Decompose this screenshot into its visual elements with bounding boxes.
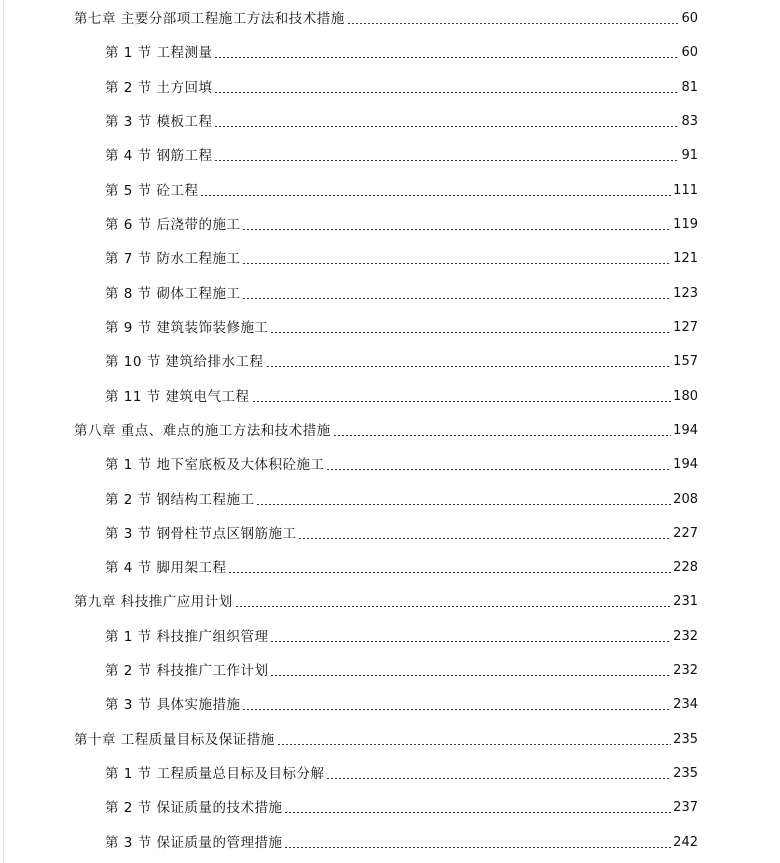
toc-leader bbox=[214, 57, 679, 58]
toc-title: 第 9 节 建筑装饰装修施工 bbox=[105, 320, 269, 336]
toc-title: 第 4 节 脚用架工程 bbox=[105, 560, 227, 576]
toc-page-number: 232 bbox=[673, 663, 698, 678]
toc-chapter-10[interactable] bbox=[74, 727, 698, 749]
toc-leader bbox=[242, 298, 671, 299]
toc-page-number: 81 bbox=[681, 80, 698, 95]
toc-page-number: 227 bbox=[673, 526, 698, 541]
toc-title: 第 1 节 工程测量 bbox=[105, 45, 213, 61]
toc-title: 第九章 科技推广应用计划 bbox=[74, 594, 233, 610]
toc-leader bbox=[298, 538, 671, 539]
toc-section[interactable] bbox=[105, 624, 698, 646]
toc-leader bbox=[277, 744, 671, 745]
toc-chapter-8[interactable] bbox=[74, 418, 698, 440]
toc-leader bbox=[200, 195, 671, 196]
toc-page-number: 237 bbox=[673, 800, 698, 815]
toc-leader bbox=[242, 229, 671, 230]
toc-section[interactable] bbox=[105, 384, 698, 406]
toc-leader bbox=[270, 641, 671, 642]
toc-section[interactable] bbox=[105, 246, 698, 268]
toc-page-number: 235 bbox=[673, 732, 698, 747]
toc-section[interactable] bbox=[105, 40, 698, 62]
toc-title: 第 10 节 建筑给排水工程 bbox=[105, 354, 264, 370]
toc-page-number: 208 bbox=[673, 492, 698, 507]
toc-title: 第 2 节 钢结构工程施工 bbox=[105, 492, 255, 508]
toc-title: 第 7 节 防水工程施工 bbox=[105, 251, 241, 267]
toc-leader bbox=[235, 606, 671, 607]
toc-page-number: 235 bbox=[673, 766, 698, 781]
toc-page-number: 83 bbox=[681, 114, 698, 129]
toc-title: 第 2 节 土方回填 bbox=[105, 80, 213, 96]
toc-title: 第 8 节 砌体工程施工 bbox=[105, 286, 241, 302]
toc-page-number: 180 bbox=[673, 389, 698, 404]
toc-section[interactable] bbox=[105, 795, 698, 817]
toc-leader bbox=[326, 778, 671, 779]
toc-leader bbox=[228, 572, 671, 573]
toc-leader bbox=[256, 504, 671, 505]
toc-section[interactable] bbox=[105, 75, 698, 97]
toc-page-number: 231 bbox=[673, 594, 698, 609]
toc-title: 第 1 节 工程质量总目标及目标分解 bbox=[105, 766, 325, 782]
toc-section[interactable] bbox=[105, 349, 698, 371]
toc-page-number: 111 bbox=[673, 183, 698, 198]
toc-chapter-7[interactable] bbox=[74, 6, 698, 28]
toc-title: 第 3 节 模板工程 bbox=[105, 114, 213, 130]
toc-section[interactable] bbox=[105, 212, 698, 234]
toc-title: 第 3 节 保证质量的管理措施 bbox=[105, 835, 283, 851]
toc-title: 第 2 节 保证质量的技术措施 bbox=[105, 800, 283, 816]
toc-page-number: 123 bbox=[673, 286, 698, 301]
toc-leader bbox=[214, 160, 679, 161]
toc-leader bbox=[242, 709, 671, 710]
toc-title: 第 1 节 地下室底板及大体积砼施工 bbox=[105, 457, 325, 473]
toc-page-number: 121 bbox=[673, 251, 698, 266]
toc-leader bbox=[284, 847, 671, 848]
toc-section[interactable] bbox=[105, 178, 698, 200]
toc-page-number: 157 bbox=[673, 354, 698, 369]
toc-page-number: 194 bbox=[673, 423, 698, 438]
toc-page-number: 234 bbox=[673, 697, 698, 712]
toc-section[interactable] bbox=[105, 830, 698, 852]
toc-section[interactable] bbox=[105, 487, 698, 509]
toc-page-number: 127 bbox=[673, 320, 698, 335]
toc-page-number: 232 bbox=[673, 629, 698, 644]
toc-page-number: 119 bbox=[673, 217, 698, 232]
toc-section[interactable] bbox=[105, 761, 698, 783]
toc-chapter-9[interactable] bbox=[74, 589, 698, 611]
toc-leader bbox=[214, 126, 679, 127]
page-edge bbox=[3, 0, 4, 863]
toc-title: 第 1 节 科技推广组织管理 bbox=[105, 629, 269, 645]
toc-section[interactable] bbox=[105, 143, 698, 165]
toc-section[interactable] bbox=[105, 315, 698, 337]
toc-leader bbox=[270, 675, 671, 676]
toc-leader bbox=[284, 812, 671, 813]
toc-leader bbox=[214, 92, 679, 93]
toc-title: 第十章 工程质量目标及保证措施 bbox=[74, 732, 275, 748]
toc-leader bbox=[266, 366, 672, 367]
toc-title: 第 3 节 钢骨柱节点区钢筋施工 bbox=[105, 526, 297, 542]
toc-title: 第 2 节 科技推广工作计划 bbox=[105, 663, 269, 679]
toc-leader bbox=[242, 263, 671, 264]
toc-leader bbox=[252, 401, 672, 402]
toc-page-number: 242 bbox=[673, 835, 698, 850]
toc-section[interactable] bbox=[105, 521, 698, 543]
toc-title: 第 5 节 砼工程 bbox=[105, 183, 199, 199]
toc-title: 第 4 节 钢筋工程 bbox=[105, 148, 213, 164]
toc-leader bbox=[270, 332, 671, 333]
toc-section[interactable] bbox=[105, 692, 698, 714]
toc-leader bbox=[333, 435, 671, 436]
toc-title: 第 6 节 后浇带的施工 bbox=[105, 217, 241, 233]
toc-page-number: 194 bbox=[673, 457, 698, 472]
toc-page-number: 60 bbox=[681, 11, 698, 26]
toc-section[interactable] bbox=[105, 452, 698, 474]
toc-page-number: 91 bbox=[681, 148, 698, 163]
toc-page-number: 228 bbox=[673, 560, 698, 575]
toc-title: 第八章 重点、难点的施工方法和技术措施 bbox=[74, 423, 331, 439]
toc-leader bbox=[347, 23, 680, 24]
toc-section[interactable] bbox=[105, 281, 698, 303]
toc-title: 第 11 节 建筑电气工程 bbox=[105, 389, 250, 405]
toc-section[interactable] bbox=[105, 109, 698, 131]
toc-section[interactable] bbox=[105, 555, 698, 577]
toc-section[interactable] bbox=[105, 658, 698, 680]
toc-title: 第七章 主要分部项工程施工方法和技术措施 bbox=[74, 11, 345, 27]
toc-leader bbox=[326, 469, 671, 470]
toc-page-number: 60 bbox=[681, 45, 698, 60]
toc-title: 第 3 节 具体实施措施 bbox=[105, 697, 241, 713]
